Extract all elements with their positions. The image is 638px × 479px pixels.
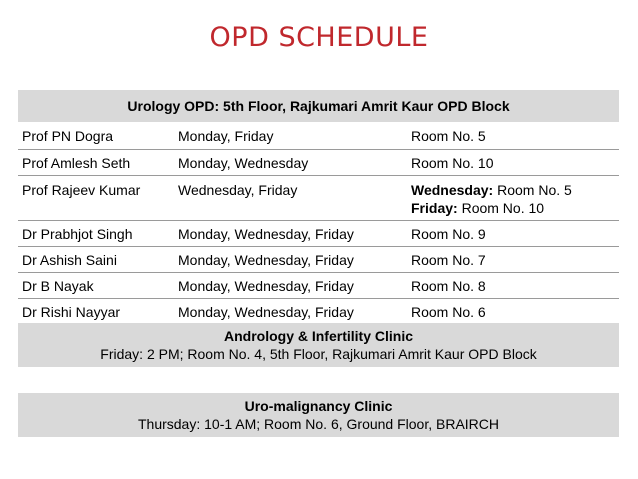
room-day-label: Friday: — [411, 200, 458, 216]
uro-malignancy-detail: Thursday: 10-1 AM; Room No. 6, Ground Floor, BRAIRCH — [137, 416, 500, 432]
table-row — [18, 221, 619, 246]
doctor-name: Dr Rishi Nayyar — [22, 303, 121, 320]
doctor-name: Prof Amlesh Seth — [22, 154, 131, 171]
uro-malignancy-clinic-box — [18, 393, 619, 437]
table-row — [18, 273, 619, 298]
room: Room No. 7 — [411, 251, 486, 268]
uro-malignancy-heading: Uro-malignancy Clinic — [244, 398, 393, 414]
opd-days: Monday, Wednesday, Friday — [178, 251, 354, 268]
room: Room No. 9 — [411, 225, 486, 242]
page-title: OPD SCHEDULE — [209, 22, 429, 53]
opd-days: Monday, Wednesday — [178, 154, 309, 171]
doctor-name: Dr Ashish Saini — [22, 251, 117, 268]
table-row — [18, 176, 619, 220]
room: Room No. 10 — [411, 154, 494, 171]
opd-days: Monday, Wednesday, Friday — [178, 277, 354, 294]
room: Room No. 6 — [411, 303, 486, 320]
table-row — [18, 299, 619, 324]
opd-days: Monday, Wednesday, Friday — [178, 303, 354, 320]
table-row — [18, 122, 619, 149]
table-row — [18, 247, 619, 272]
room-value: Room No. 10 — [457, 200, 545, 216]
room-day-label: Wednesday: — [411, 182, 494, 198]
opd-days: Monday, Friday — [178, 127, 274, 144]
room — [411, 181, 619, 220]
doctor-name: Prof Rajeev Kumar — [22, 182, 141, 198]
room-value: Room No. 5 — [493, 182, 572, 198]
table-row — [18, 150, 619, 175]
opd-days: Wednesday, Friday — [178, 182, 298, 198]
urology-table — [18, 122, 619, 324]
opd-days: Monday, Wednesday, Friday — [178, 225, 354, 242]
room: Room No. 5 — [411, 127, 486, 144]
doctor-name: Dr B Nayak — [22, 277, 94, 294]
doctor-name: Prof PN Dogra — [22, 127, 114, 144]
andrology-detail: Friday: 2 PM; Room No. 4, 5th Floor, Rajkumari Amrit Kaur OPD Block — [100, 346, 537, 362]
andrology-clinic-box — [18, 323, 619, 367]
room: Room No. 8 — [411, 277, 486, 294]
doctor-name: Dr Prabhjot Singh — [22, 225, 133, 242]
andrology-heading: Andrology & Infertility Clinic — [223, 328, 413, 344]
urology-heading: Urology OPD: 5th Floor, Rajkumari Amrit Kaur OPD Block — [18, 90, 619, 122]
